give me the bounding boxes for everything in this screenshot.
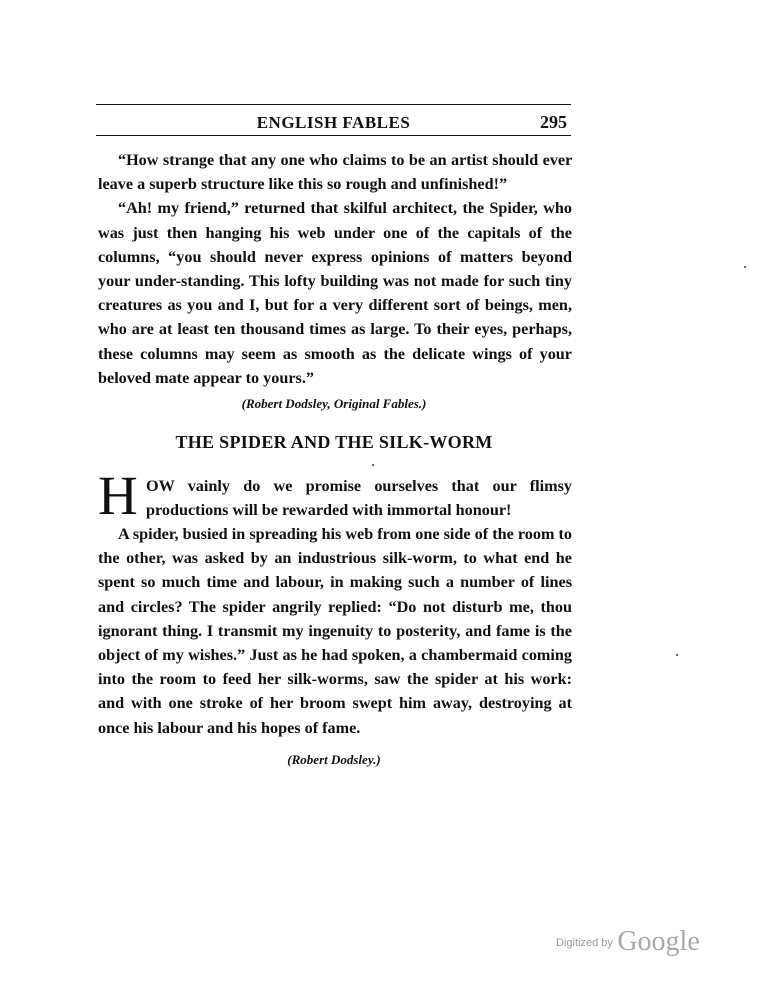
fable1-para1: [98, 148, 572, 196]
fable2-opening: [146, 474, 572, 522]
fable1-text: [98, 148, 572, 390]
ink-speck: [676, 654, 678, 656]
ink-speck: [372, 464, 374, 466]
fable2-opening-text: OW vainly do we promise ourselves that our flimsy productions will be rewarded with immortal honour!: [146, 477, 572, 520]
fable2-attribution: (Robert Dodsley.): [287, 752, 381, 767]
fable1-para1-line1: “How strange that any one who claims to be an artist should ever: [118, 151, 572, 169]
running-header: [96, 104, 571, 136]
fable1-attribution: (Robert Dodsley, Original Fables.): [241, 396, 427, 411]
page-number: 295: [540, 112, 567, 132]
watermark-prefix: Digitized by: [556, 937, 613, 949]
fable2-body: [98, 522, 572, 740]
fable1-para1-line2: leave a superb structure like this so rough and unfinished!”: [98, 175, 508, 194]
header-title: ENGLISH FABLES: [256, 113, 411, 132]
section-title: THE SPIDER AND THE SILK-WORM: [175, 432, 493, 452]
fable1-para2: “Ah! my friend,” returned that skilful architect, the Spider, who was just then hanging his web under one of the capitals of the columns, “you should never express opinions of matters beyond your under-standing. This lofty building was not made for such tiny creatures as you and I, but for a very different sort of beings, men, who are at least ten thousand times as large. To their eyes, perhaps, these columns may seem as smooth as the delicate wings of your beloved mate appear to yours.”: [98, 199, 572, 387]
ink-speck: [744, 266, 746, 268]
drop-cap: H: [98, 465, 138, 526]
watermark-brand: Google: [617, 926, 700, 957]
google-watermark: [556, 926, 700, 958]
fable2-para2: A spider, busied in spreading his web from one side of the room to the other, was asked by an industrious silk-worm, to what end he spent so much time and labour, in making such a number of lines and circles? The spider angrily replied: “Do not disturb me, thou ignorant thing. I transmit my ingenuity to posterity, and fame is the object of my wishes.” Just as he had spoken, a chambermaid coming into the room to feed her silk-worms, saw the spider at his work: and with one stroke of her broom swept him away, destroying at once his labour and his hopes of fame.: [98, 525, 572, 737]
